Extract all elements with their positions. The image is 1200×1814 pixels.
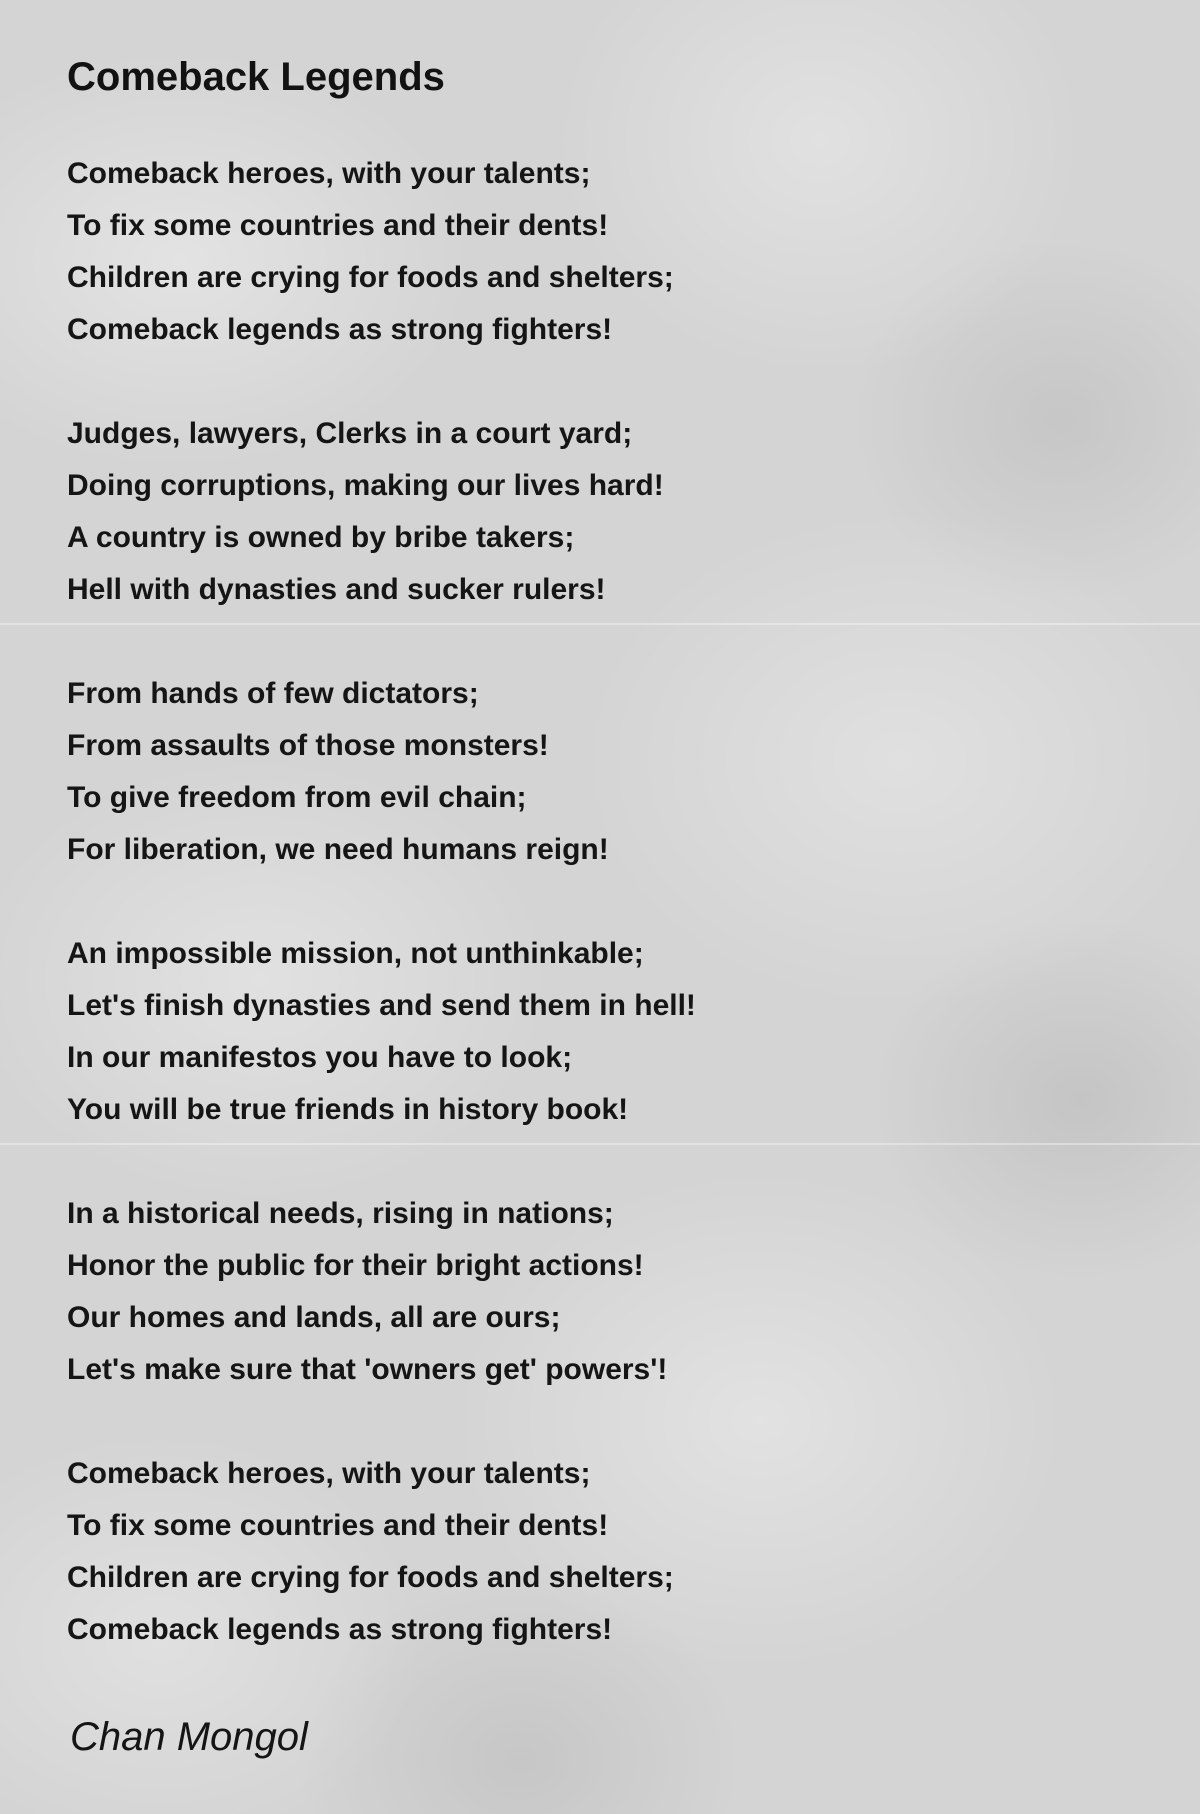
stanza-3 bbox=[67, 668, 1147, 876]
poem-line: To give freedom from evil chain; bbox=[67, 781, 527, 814]
poem-line: Honor the public for their bright actions! bbox=[67, 1249, 644, 1282]
poem-line: You will be true friends in history book! bbox=[67, 1093, 629, 1126]
poem-line: Judges, lawyers, Clerks in a court yard; bbox=[67, 417, 633, 450]
poem-line: In a historical needs, rising in nations; bbox=[67, 1197, 614, 1230]
poem-line: To fix some countries and their dents! bbox=[67, 209, 609, 242]
poem-line: Our homes and lands, all are ours; bbox=[67, 1301, 561, 1334]
poem-line: Comeback legends as strong fighters! bbox=[67, 313, 613, 346]
poem-line: To fix some countries and their dents! bbox=[67, 1509, 609, 1542]
stanza-4 bbox=[67, 928, 1147, 1136]
poem-body bbox=[67, 148, 1147, 1708]
poem-line: Comeback legends as strong fighters! bbox=[67, 1613, 613, 1646]
poem-author: Chan Mongol bbox=[70, 1715, 308, 1759]
stanza-5 bbox=[67, 1188, 1147, 1396]
poem-line: Children are crying for foods and shelters; bbox=[67, 1561, 674, 1594]
poem-line: Doing corruptions, making our lives hard! bbox=[67, 469, 664, 502]
poem-line: For liberation, we need humans reign! bbox=[67, 833, 609, 866]
poem-line: A country is owned by bribe takers; bbox=[67, 521, 575, 554]
poem-line: From hands of few dictators; bbox=[67, 677, 479, 710]
poem-line: Let's make sure that 'owners get' powers'! bbox=[67, 1353, 668, 1386]
poem-line: Let's finish dynasties and send them in hell! bbox=[67, 989, 696, 1022]
poem-title: Comeback Legends bbox=[67, 55, 445, 99]
stanza-6 bbox=[67, 1448, 1147, 1656]
stanza-1 bbox=[67, 148, 1147, 356]
poem-line: Comeback heroes, with your talents; bbox=[67, 1457, 591, 1490]
poem-line: Children are crying for foods and shelters; bbox=[67, 261, 674, 294]
poem-line: Comeback heroes, with your talents; bbox=[67, 157, 591, 190]
stanza-2 bbox=[67, 408, 1147, 616]
poem-line: From assaults of those monsters! bbox=[67, 729, 549, 762]
poem-line: Hell with dynasties and sucker rulers! bbox=[67, 573, 606, 606]
poem-line: In our manifestos you have to look; bbox=[67, 1041, 573, 1074]
poem-line: An impossible mission, not unthinkable; bbox=[67, 937, 644, 970]
